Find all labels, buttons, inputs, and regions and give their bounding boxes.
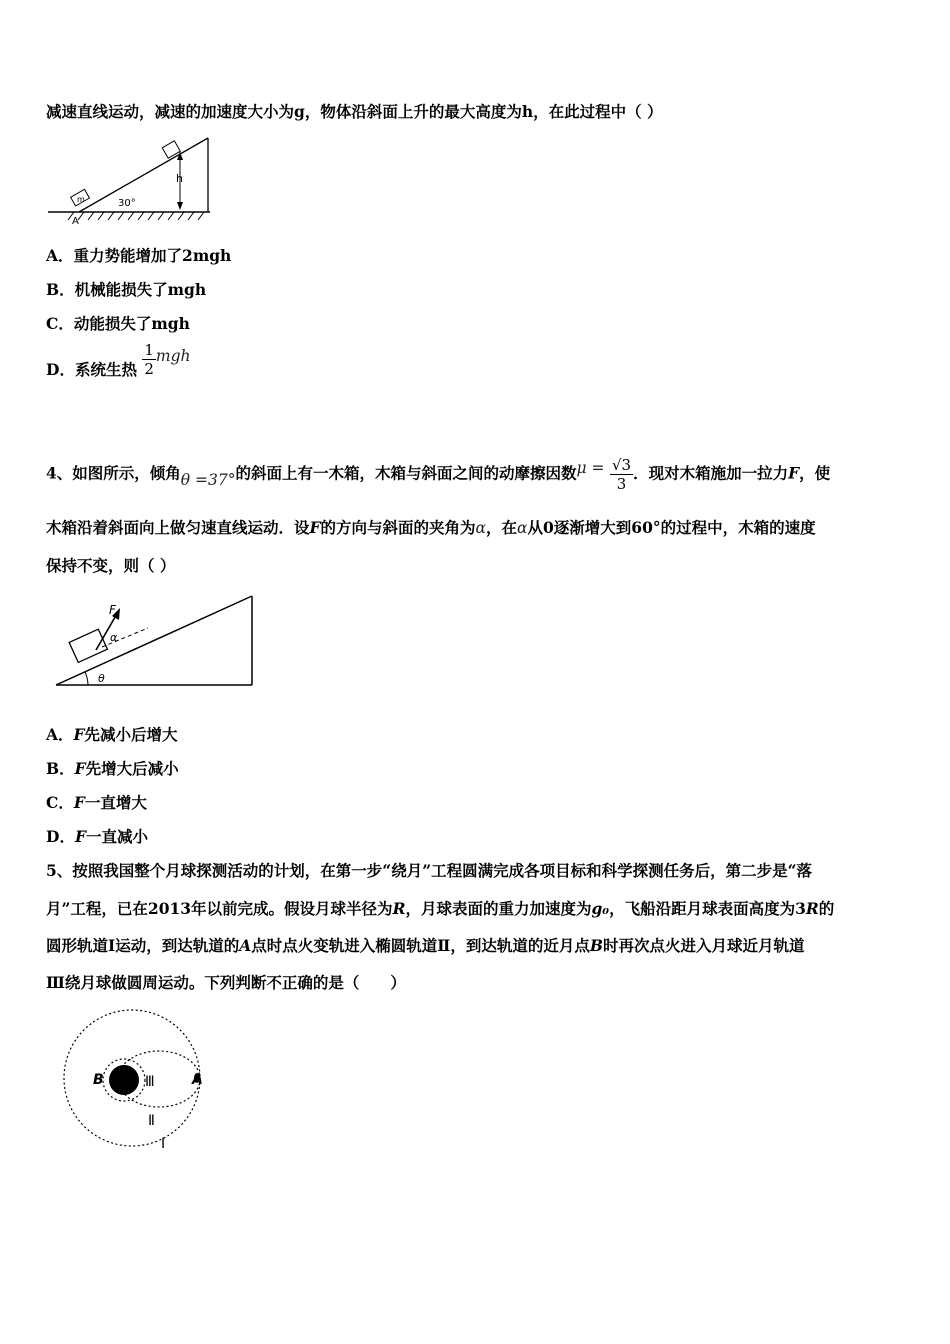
q4-mu-fraction: $\frac{√3}{3}$ — [611, 456, 632, 493]
q5-label-ii: Ⅱ — [148, 1113, 155, 1129]
q3-option-b: B．机械能损失了mgh — [46, 280, 207, 299]
q5-line1: 5、按照我国整个月球探测活动的计划，在第一步“绕月”工程圆满完成各项目标和科学探测任务后，第二步是“落 — [46, 861, 813, 880]
q4-incline-figure — [54, 592, 258, 688]
q4-line2: 木箱沿着斜面向上做匀速直线运动．设F的方向与斜面的夹角为α，在α从0逐渐增大到60°的过程中，木箱的速度 — [46, 518, 816, 537]
q3-stem: 减速直线运动，减速的加速度大小为g，物体沿斜面上升的最大高度为h，在此过程中（ ） — [46, 102, 663, 121]
q4-option-d: D．F一直减小 — [46, 827, 148, 846]
q5-line2: 月”工程，已在2013年以前完成。假设月球半径为R，月球表面的重力加速度为g₀，飞船沿距月球表面高度为3R的 — [46, 899, 835, 918]
q4-line1: 4、如图所示，倾角θ =37°的斜面上有一木箱，木箱与斜面之间的动摩擦因数μ = $\frac{√3}{3}$ ．现对木箱施加一拉力F，使 — [46, 456, 831, 493]
q3-option-c: C．动能损失了mgh — [46, 314, 190, 333]
q3-label-angle: 30° — [118, 198, 136, 209]
q5-label-iii: Ⅲ — [145, 1074, 155, 1090]
q4-label-f: F — [109, 603, 116, 617]
q4-line3: 保持不变，则（ ） — [46, 556, 176, 575]
q4-option-a: A．F先减小后增大 — [46, 725, 178, 744]
q3-label-h: h — [176, 172, 183, 185]
q4-option-b: B．F先增大后减小 — [46, 759, 179, 778]
q5-label-i: Ⅰ — [161, 1136, 166, 1152]
q5-line3: 圆形轨道Ⅰ运动，到达轨道的A点时点火变轨进入椭圆轨道Ⅱ，到达轨道的近月点B时再次点火进入月球近月轨道 — [46, 936, 805, 955]
q3-incline-figure — [44, 130, 214, 228]
q5-orbit-figure — [50, 1008, 220, 1158]
q3-option-d: D．系统生热 $\frac{1}{2}$ mgh — [46, 340, 191, 379]
q4-label-theta: θ — [98, 672, 105, 685]
q4-option-c: C．F一直增大 — [46, 793, 147, 812]
q5-line4: Ⅲ绕月球做圆周运动。下列判断不正确的是（ ） — [46, 973, 406, 992]
q3-option-a: A．重力势能增加了2mgh — [46, 246, 232, 265]
q3-fraction: $\frac{1}{2}$ — [144, 340, 154, 378]
q5-label-b: B — [93, 1072, 104, 1088]
q3-label-m: m — [77, 195, 85, 204]
q4-label-alpha: α — [110, 631, 118, 644]
q3-label-a: A — [72, 216, 79, 227]
q5-label-a: A — [192, 1072, 203, 1088]
